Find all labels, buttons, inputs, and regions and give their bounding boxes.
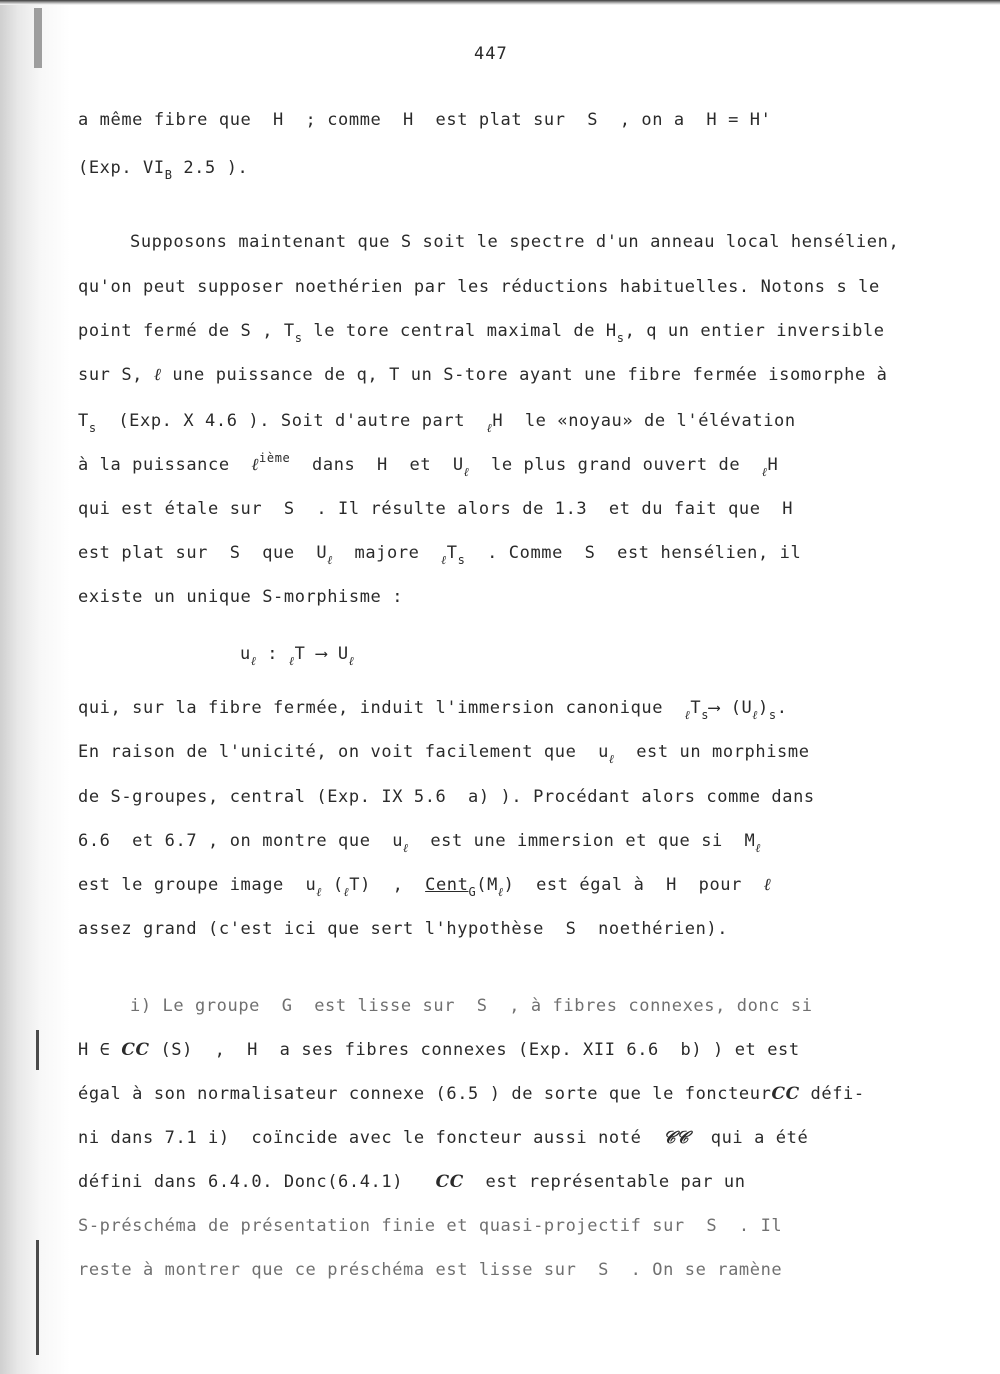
text-line: H ∈ CC (S) , H a ses fibres connexes (Exp. XII 6.6 b) ) et est [78,1040,800,1060]
cc-symbol: CC [121,1040,150,1060]
display-formula: $u_\ell$ : $_\ell$T ⟶ $U_\ell$ [240,644,355,668]
text-line: qu'on peut supposer noethérien par les réductions habituelles. Notons s le [78,277,880,297]
text-line: En raison de l'unicité, on voit facilement que $u_\ell$ est un morphisme [78,742,810,766]
ell-symbol: ℓ [763,875,772,895]
ell-symbol: ℓ [486,421,493,435]
text-line: ni dans 7.1 i) coïncide avec le foncteur aussi noté 𝒞𝒞 qui a été [78,1128,809,1148]
scan-artifact [34,8,42,68]
text-line: existe un unique S-morphisme : [78,587,404,607]
scan-left-shadow [0,0,70,1374]
arrow-symbol: ⟶ [316,644,328,664]
margin-mark [36,1030,39,1070]
text-line: i) Le groupe G est lisse sur S , à fibres connexes, donc si [130,996,813,1016]
ell-symbol: ℓ [153,365,162,385]
text-line: point fermé de S , $T_s$ le tore central maximal de $H_s$, q un entier inversible [78,321,885,345]
text-line: Supposons maintenant que S soit le spectre d'un anneau local hensélien, [130,232,900,252]
text-line: (Exp. $VI_B$ 2.5 ). [78,158,249,182]
ell-symbol: ℓ [316,885,322,899]
ell-symbol: ℓ [251,455,260,475]
ell-symbol: ℓ [288,654,295,668]
ell-symbol: ℓ [755,841,761,855]
cc-symbol: 𝒞𝒞 [663,1128,690,1148]
text-line: 6.6 et 6.7 , on montre que $u_\ell$ est une immersion et que si $M_\ell$ [78,831,761,855]
element-of-symbol: ∈ [99,1040,111,1060]
text-line: est le groupe image $u_\ell$ $(_\ell T)$ , $Cent_G(M_\ell)$ est égal à H pour ℓ [78,875,772,899]
text-line: a même fibre que H ; comme H est plat sur S , on a H = H' [78,110,772,130]
text-line: qui, sur la fibre fermée, induit l'immersion canonique $_\ell T_s⟶$ $(U_\ell)_s$. [78,698,788,722]
ell-symbol: ℓ [497,885,504,899]
text-line: qui est étale sur S . Il résulte alors de 1.3 et du fait que H [78,499,794,519]
text-line: égal à son normalisateur connexe (6.5 ) de sorte que le foncteurCC défi- [78,1084,865,1104]
ell-symbol: ℓ [327,553,333,567]
text-line: est plat sur S que $U_\ell$ majore $_\ell T_s$ . Comme S est hensélien, il [78,543,802,567]
ell-symbol: ℓ [684,708,691,722]
text-line: à la puissance ℓ$^{ième}$ dans H et $U_\ell$ le plus grand ouvert de $_\ell$H [78,451,779,479]
ell-symbol: ℓ [348,654,355,668]
ell-symbol: ℓ [403,841,409,855]
margin-mark [36,1240,39,1355]
arrow-symbol: ⟶ [709,698,720,718]
text-line: défini dans 6.4.0. Donc(6.4.1) CC est représentable par un [78,1172,746,1192]
cc-symbol: CC [771,1084,800,1104]
text-line: S-préschéma de présentation finie et quasi-projectif sur S . Il [78,1216,783,1236]
ell-symbol: ℓ [463,465,470,479]
text-line: sur S, ℓ une puissance de q, T un S-tore ayant une fibre fermée isomorphe à [78,365,888,385]
ell-symbol: ℓ [250,654,257,668]
ell-symbol: ℓ [752,708,759,722]
text-line: reste à montrer que ce préschéma est lisse sur S . On se ramène [78,1260,783,1280]
cc-symbol: CC [435,1172,464,1192]
page-number: 447 [474,44,508,64]
ell-symbol: ℓ [343,885,350,899]
ell-symbol: ℓ [441,553,447,567]
text-line: $T_s$ (Exp. X 4.6 ). Soit d'autre part $_\ell$H le «noyau» de l'élévation [78,411,796,435]
ell-symbol: ℓ [761,465,768,479]
scan-top-edge [0,0,1000,5]
ell-symbol: ℓ [608,752,615,766]
text-line: de S-groupes, central (Exp. IX 5.6 a) ). Procédant alors comme dans [78,787,815,807]
text-line: assez grand (c'est ici que sert l'hypothèse S noethérien). [78,919,729,939]
